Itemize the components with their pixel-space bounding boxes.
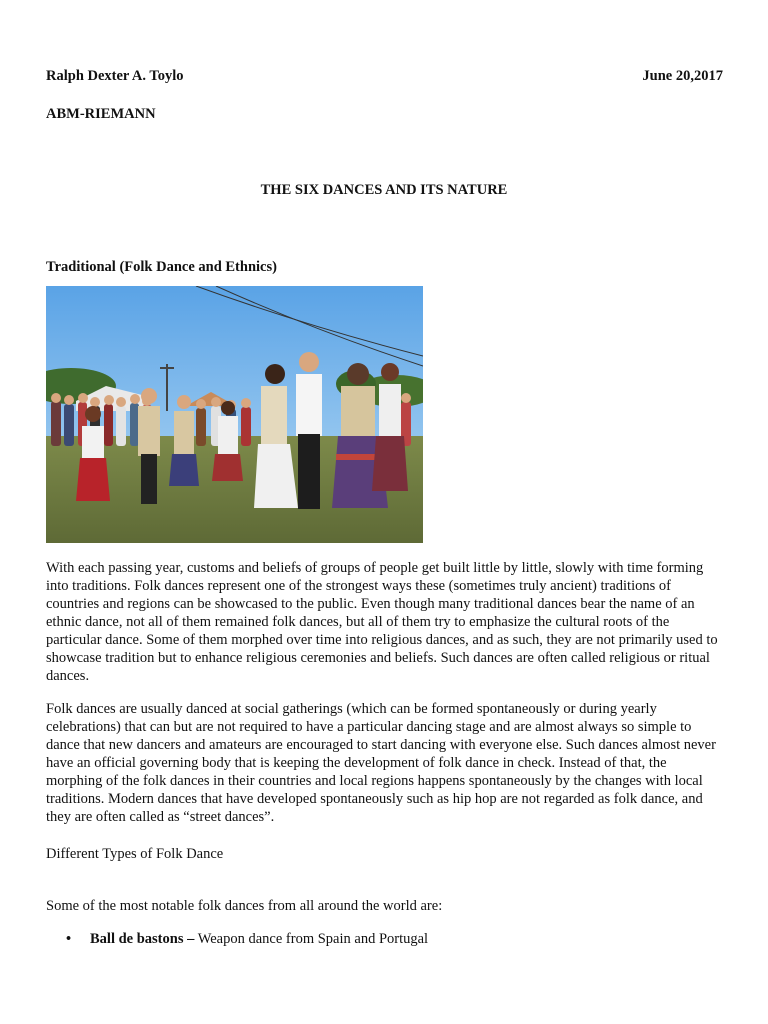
list-item [66,930,428,948]
section-name: ABM-RIEMANN [46,106,156,122]
types-heading: Different Types of Folk Dance [46,846,224,862]
intro-line: Some of the most notable folk dances from all around the world are: [46,898,443,914]
paragraph-folk-gatherings: Folk dances are usually danced at social gatherings (which can be formed spontaneously or during yearly celebrations) that can but are not required to have a particular dancing stage and are almost always so simple to dance that new dancers and amateurs are encouraged to start dancing with everyone else. Such dances almost never have an official governing body that is keeping the development of folk dance in check. Instead of that, the morphing of the folk dances in their countries and local regions happens spontaneously by the changes with local traditions. Modern dances that have developed spontaneously such as hip hop are not regarded as folk dance, and they are often called as “street dances”. [46,701,716,825]
document-date: June 20,2017 [642,68,723,84]
author-name: Ralph Dexter A. Toylo [46,68,184,84]
folk-dance-photo [46,286,423,543]
section-subheading: Traditional (Folk Dance and Ethnics) [46,259,277,275]
bullet-icon: • [66,931,72,947]
list-item-term: Ball de bastons – [90,931,195,947]
paragraph-traditions: With each passing year, customs and beliefs of groups of people get built little by little, slowly with time forming into traditions. Folk dances represent one of the strongest ways these (sometimes truly ancient) traditions of countries and regions can be showcased to the public. Even though many traditional dances bear the name of an ethnic dance, not all of them remained folk dances, but all of them try to emphasize the cultural roots of the particular dance. Some of them morphed over time into religious dances, and as such, they are not primarily used to showcase tradition but to enhance religious ceremonies and beliefs. Such dances are often called religious or ritual dances. [46,560,718,684]
document-title: THE SIX DANCES AND ITS NATURE [260,182,508,198]
list-item-description: Weapon dance from Spain and Portugal [194,931,429,947]
